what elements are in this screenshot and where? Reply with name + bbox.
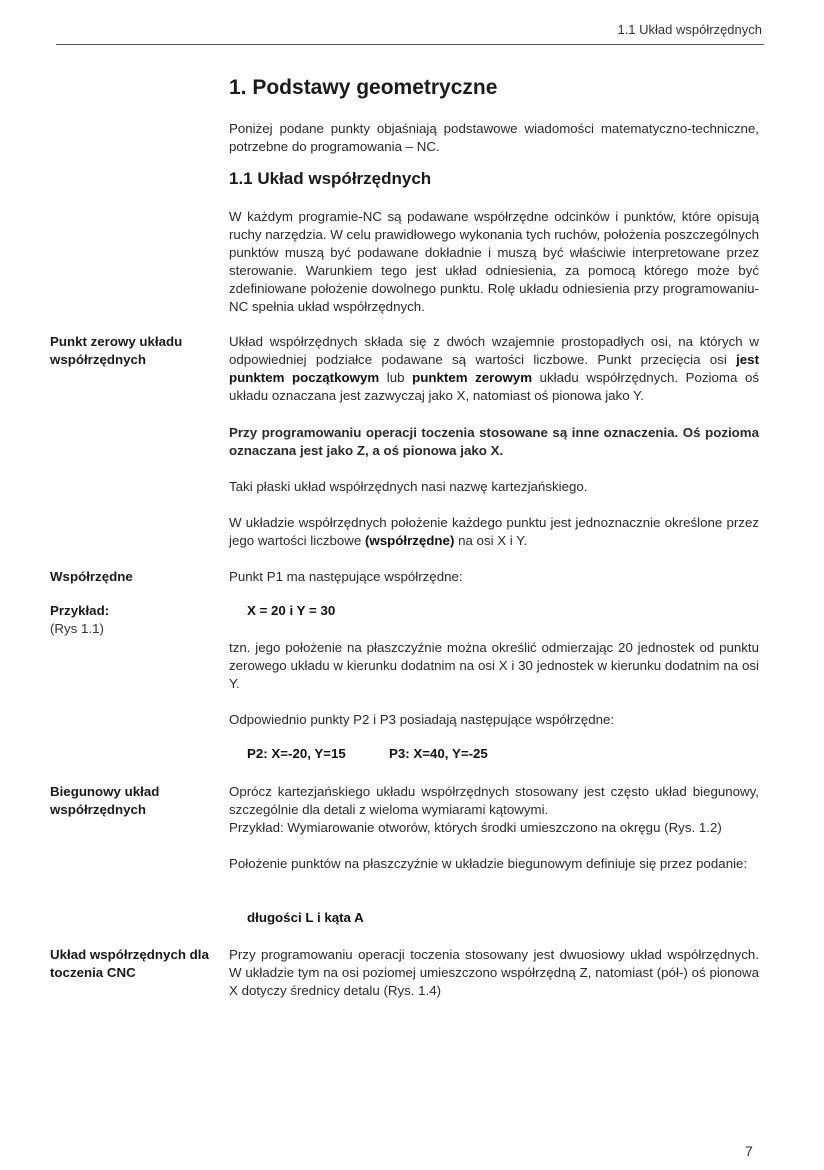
intro-paragraph: Poniżej podane punkty objaśniają podstawowe wiadomości matematyczno-techniczne, potrzebne do programowania – NC. xyxy=(229,121,759,154)
margin-note-polar: Biegunowy układ współrzędnych xyxy=(50,784,160,817)
page-number: 7 xyxy=(745,1143,753,1159)
formula-polar: długości L i kąta A xyxy=(247,910,364,925)
section-title: 1.1 Układ współrzędnych xyxy=(229,169,432,188)
paragraph-p1-explanation: tzn. jego położenie na płaszczyźnie można określić odmierzając 20 jednostek od punktu zerowego układu w kierunku dodatnim na osi X i 30 jednostek w kierunku dodatnim na osi Y. xyxy=(229,640,759,691)
paragraph-reference-system: W każdym programie-NC są podawane współrzędne odcinków i punktów, które opisują ruchy narzędzia. W celu prawidłowego wykonania tych ruchów, położenia poszczególnych punktów muszą być podawane dokładnie i muszą być właściwie interpretowane przez sterowanie. Warunkiem tego jest układ odniesienia, za pomocą którego może być zdefiniowane położenie dowolnego punktu. Rolę układu odniesienia przy programowaniu-NC spełnia układ współrzędnych. xyxy=(229,209,759,314)
chapter-title: 1. Podstawy geometryczne xyxy=(229,76,498,99)
paragraph-p1: Punkt P1 ma następujące współrzędne: xyxy=(229,569,463,584)
paragraph-cartesian: Taki płaski układ współrzędnych nasi nazwę kartezjańskiego. xyxy=(229,479,588,494)
paragraph-coordinates-definition: W układzie współrzędnych położenie każdego punktu jest jednoznacznie określone przez jego wartości liczbowe (współrzędne) na osi X i Y. xyxy=(229,515,759,548)
running-header: 1.1 Układ współrzędnych xyxy=(617,22,762,37)
margin-note-zero-point: Punkt zerowy układu współrzędnych xyxy=(50,334,183,367)
paragraph-polar-definition: Położenie punktów na płaszczyźnie w układzie biegunowym definiuje się przez podanie: xyxy=(229,856,748,871)
example-label: Przykład: xyxy=(50,603,110,618)
example-figure-ref: (Rys 1.1) xyxy=(50,621,104,636)
header-rule xyxy=(56,44,764,45)
paragraph-axes: Układ współrzędnych składa się z dwóch wzajemnie prostopadłych osi, na których w odpowiedniej podziałce podawane są wartości liczbowe. Punkt przecięcia osi jest punktem początkowym lub punktem zerowym układu współrzędnych. Pozioma oś układu oznaczana jest zazwyczaj jako X, natomiast oś pionowa jako Y. xyxy=(229,334,759,403)
margin-note-coordinates: Współrzędne xyxy=(50,569,133,584)
formula-p3: P3: X=40, Y=-25 xyxy=(389,746,488,761)
margin-note-example xyxy=(50,602,220,638)
paragraph-turning-notation: Przy programowaniu operacji toczenia stosowane są inne oznaczenia. Oś pozioma oznaczana jest jako Z, a oś pionowa jako X. xyxy=(229,425,759,458)
formula-p2: P2: X=-20, Y=15 xyxy=(247,746,346,761)
formula-p1: X = 20 i Y = 30 xyxy=(247,603,336,618)
paragraph-polar: Oprócz kartezjańskiego układu współrzędnych stosowany jest często układ biegunowy, szczególnie dla detali z wieloma wymiarami kątowymi. Przykład: Wymiarowanie otworów, których środki umieszczono na okręgu (Rys. 1.2) xyxy=(229,784,759,835)
paragraph-p2-p3: Odpowiednio punkty P2 i P3 posiadają następujące współrzędne: xyxy=(229,712,615,727)
margin-note-cnc-turning: Układ współrzędnych dla toczenia CNC xyxy=(50,947,209,980)
paragraph-cnc-turning: Przy programowaniu operacji toczenia stosowany jest dwuosiowy układ współrzędnych. W układzie tym na osi poziomej umieszczono współrzędną Z, natomiast (pół-) oś pionowa X dotyczy średnicy detalu (Rys. 1.4) xyxy=(229,947,759,998)
